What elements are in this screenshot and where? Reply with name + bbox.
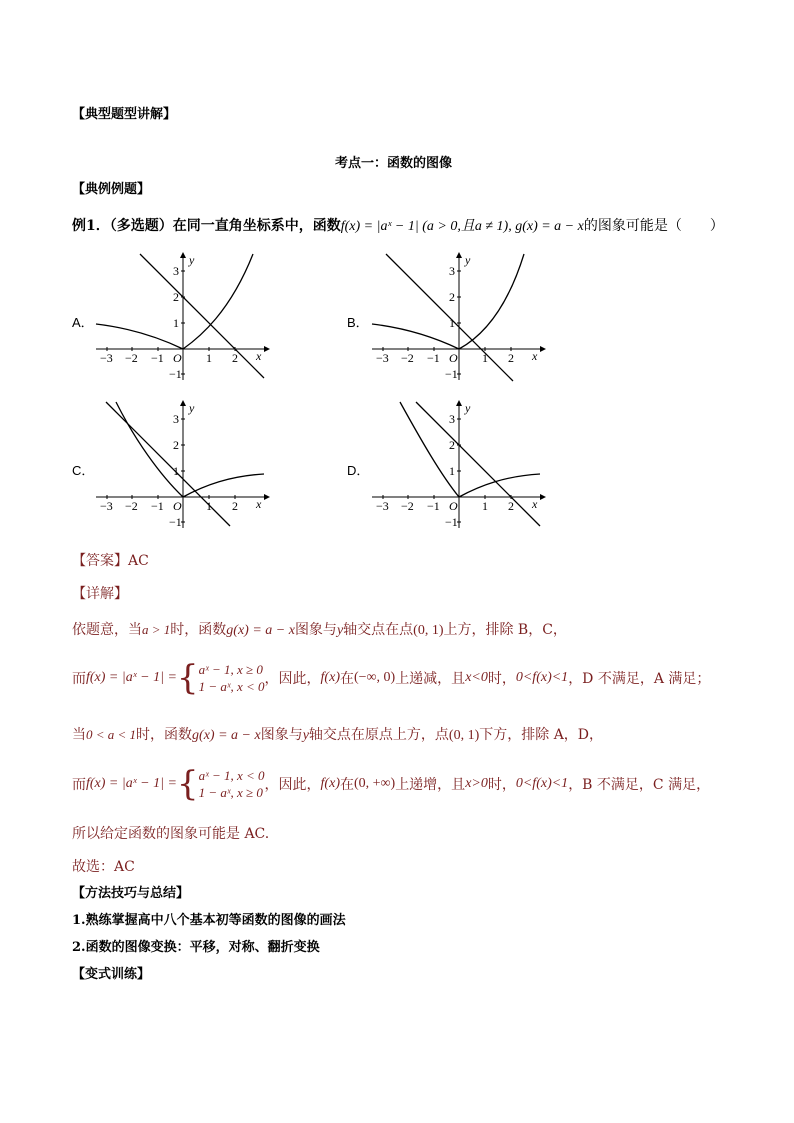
question-suffix: 的图象可能是（ ） [583,218,724,234]
tick-label: −1 [151,499,164,513]
tick-label: 1 [206,499,212,513]
y-axis-label: y [465,401,471,415]
tip-1: 1.熟练掌握高中八个基本初等函数的图像的画法 [72,913,346,928]
variant-header: 【变式训练】 [72,967,151,982]
detail-label: 【详解】 [72,586,128,602]
tick-label: 2 [173,438,179,452]
y-axis-label: y [189,253,195,267]
tick-label: −1 [427,351,440,365]
tick-label: −3 [100,499,113,513]
tick-label: 3 [449,264,455,278]
solution-line-2: 而 f(x) = |aˣ − 1| = { aˣ − 1, x ≥ 0 1 − aˣ, x < 0 ，因此， f(x) 在 (−∞, 0) 上递减，且 x<0 时， 0<f(x)<1 ，D 不满足，A 满足； [72,658,711,698]
x-axis-label: x [532,497,538,511]
tick-label: 3 [449,412,455,426]
x-axis-label: x [256,497,262,511]
tick-label: 2 [173,290,179,304]
y-axis-label: y [465,253,471,267]
graph-d [366,400,546,536]
tick-label: −3 [376,499,389,513]
question-prefix: 例1．（多选题）在同一直角坐标系中，函数 [72,218,341,234]
tick-label: 1 [482,351,488,365]
option-label-c: C． [72,463,95,478]
tick-label: 2 [508,351,514,365]
solution-line-5: 所以给定函数的图象可能是 AC. [72,826,270,842]
tick-label: 1 [482,499,488,513]
example-header: 【典例例题】 [72,182,151,197]
tick-label: 2 [232,351,238,365]
origin-label: O [173,499,182,513]
tick-label: 2 [449,438,455,452]
answer-value: AC [128,553,149,569]
tick-label: −3 [376,351,389,365]
tick-label: −1 [445,515,458,529]
tick-label: 1 [449,464,455,478]
x-axis-arrow [264,346,270,352]
tick-label: −2 [125,499,138,513]
option-label-b: B． [347,315,369,330]
graph-b [366,252,546,388]
tick-label: 1 [173,464,179,478]
f-expression: f(x) = |aˣ − 1| (a > 0,且a ≠ 1) [340,219,509,234]
tick-label: −1 [151,351,164,365]
solution-line-6: 故选：AC [72,859,135,875]
tick-label: 2 [232,499,238,513]
method-header: 【方法技巧与总结】 [72,886,190,901]
tick-label: 2 [508,499,514,513]
x-axis-label: x [532,349,538,363]
solution-line-3: 当0 < a < 1时，函数g(x) = a − x图象与y轴交点在原点上方，点(0, 1)下方，排除 A，D， [72,727,604,743]
origin-label: O [173,351,182,365]
solution-line-4: 而 f(x) = |aˣ − 1| = { aˣ − 1, x < 0 1 − aˣ, x ≥ 0 ，因此， f(x) 在 (0, +∞) 上递增，且 x>0 时， 0<f(x)<1 ，B 不满足，C 满足， [72,764,711,804]
tick-label: 1 [173,316,179,330]
g-expression: , g(x) = a − x [508,219,584,234]
option-label-d: D． [347,463,370,478]
origin-label: O [449,499,458,513]
answer-label: 【答案】 [72,553,128,569]
y-axis-label: y [189,401,195,415]
tick-label: −2 [401,351,414,365]
tick-label: 1 [206,351,212,365]
tick-label: −1 [427,499,440,513]
tick-label: 3 [173,412,179,426]
tick-label: −1 [169,515,182,529]
tick-label: −2 [125,351,138,365]
tick-label: −3 [100,351,113,365]
tick-label: 3 [173,264,179,278]
answer-line [72,550,149,570]
question-line [72,215,724,235]
tick-label: 2 [449,290,455,304]
option-label-a: A． [72,315,94,330]
topic-title: 考点一：函数的图像 [335,156,453,171]
tick-label: −1 [445,367,458,381]
solution-line-1: 依题意，当a > 1时，函数g(x) = a − x图象与y轴交点在点(0, 1)上方，排除 B，C， [72,622,567,638]
tick-label: 1 [449,316,455,330]
x-axis-label: x [256,349,262,363]
y-axis-arrow [180,252,186,258]
graph-a [90,252,270,388]
tick-label: −2 [401,499,414,513]
tip-2: 2.函数的图像变换：平移，对称、翻折变换 [72,940,320,955]
section-header: 【典型题型讲解】 [72,107,177,122]
origin-label: O [449,351,458,365]
tick-label: −1 [169,367,182,381]
graph-c [90,400,270,536]
